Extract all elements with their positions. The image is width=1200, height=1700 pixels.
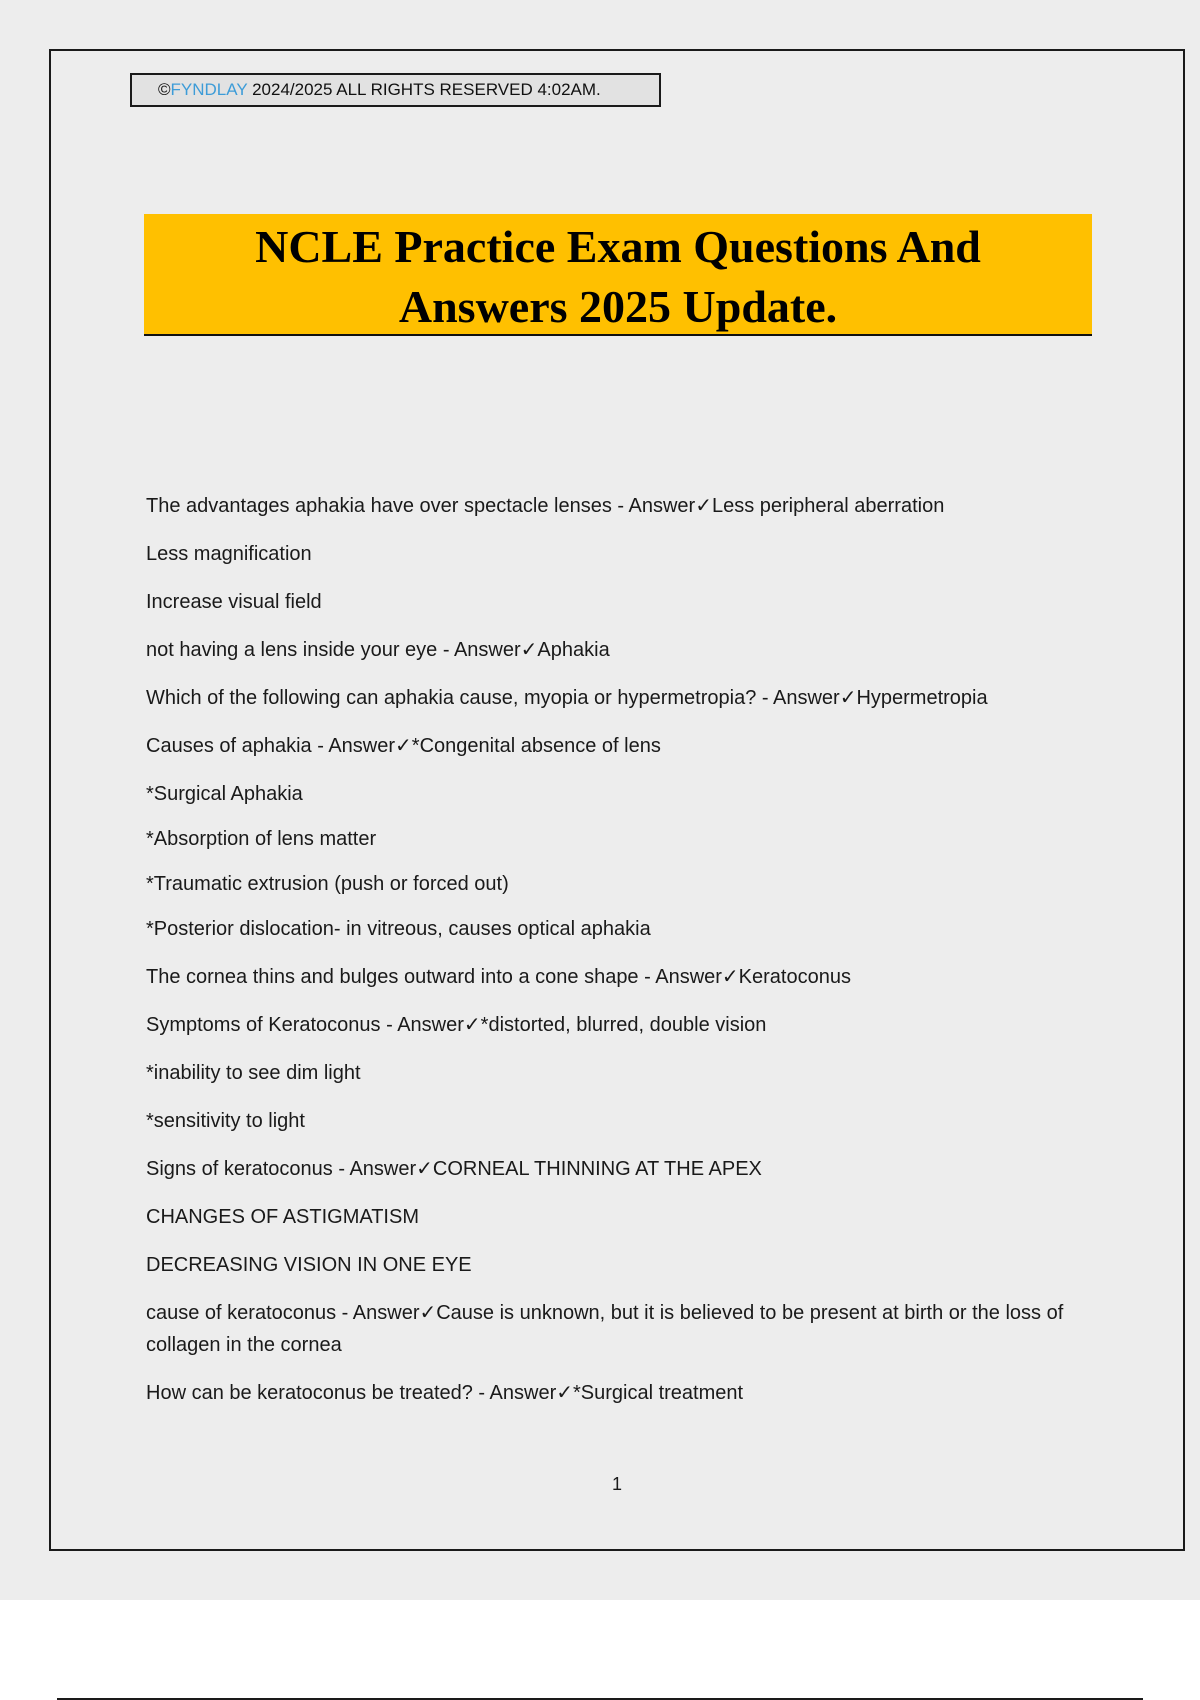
qa-line: *Traumatic extrusion (push or forced out) (146, 873, 509, 895)
copyright-symbol: © (158, 80, 171, 99)
qa-line: not having a lens inside your eye - Answer✓Aphakia (146, 639, 610, 661)
title-line-1: NCLE Practice Exam Questions And (255, 221, 981, 272)
qa-line: Causes of aphakia - Answer✓*Congenital absence of lens (146, 735, 661, 757)
qa-line: *Posterior dislocation- in vitreous, causes optical aphakia (146, 918, 651, 940)
copyright-header (130, 73, 661, 107)
qa-line: Signs of keratoconus - Answer✓CORNEAL THINNING AT THE APEX (146, 1158, 762, 1180)
qa-line: Symptoms of Keratoconus - Answer✓*distorted, blurred, double vision (146, 1014, 767, 1036)
page-number: 1 (611, 1474, 622, 1494)
copyright-text: 2024/2025 ALL RIGHTS RESERVED 4:02AM. (247, 80, 601, 99)
qa-line: *inability to see dim light (146, 1062, 361, 1084)
qa-line: Less magnification (146, 543, 312, 565)
qa-line: CHANGES OF ASTIGMATISM (146, 1206, 419, 1228)
qa-line: *Absorption of lens matter (146, 828, 377, 850)
qa-line: Which of the following can aphakia cause, myopia or hypermetropia? - Answer✓Hypermetropia (146, 687, 988, 709)
qa-line: The cornea thins and bulges outward into a cone shape - Answer✓Keratoconus (146, 966, 851, 988)
qa-line: Increase visual field (146, 591, 322, 613)
document-title-banner (144, 214, 1092, 336)
qa-line: *Surgical Aphakia (146, 783, 303, 805)
title-line-2: Answers 2025 Update. (398, 281, 838, 332)
qa-line: cause of keratoconus - Answer✓Cause is unknown, but it is believed to be present at birth or the loss of collagen in the cornea (146, 1302, 1064, 1356)
qa-line: The advantages aphakia have over spectacle lenses - Answer✓Less peripheral aberration (146, 495, 945, 517)
copyright-brand: FYNDLAY (170, 80, 248, 99)
qa-line: How can be keratoconus be treated? - Answer✓*Surgical treatment (146, 1382, 744, 1404)
qa-line: *sensitivity to light (146, 1110, 305, 1132)
qa-content (146, 490, 1096, 1425)
qa-line: DECREASING VISION IN ONE EYE (146, 1254, 472, 1276)
